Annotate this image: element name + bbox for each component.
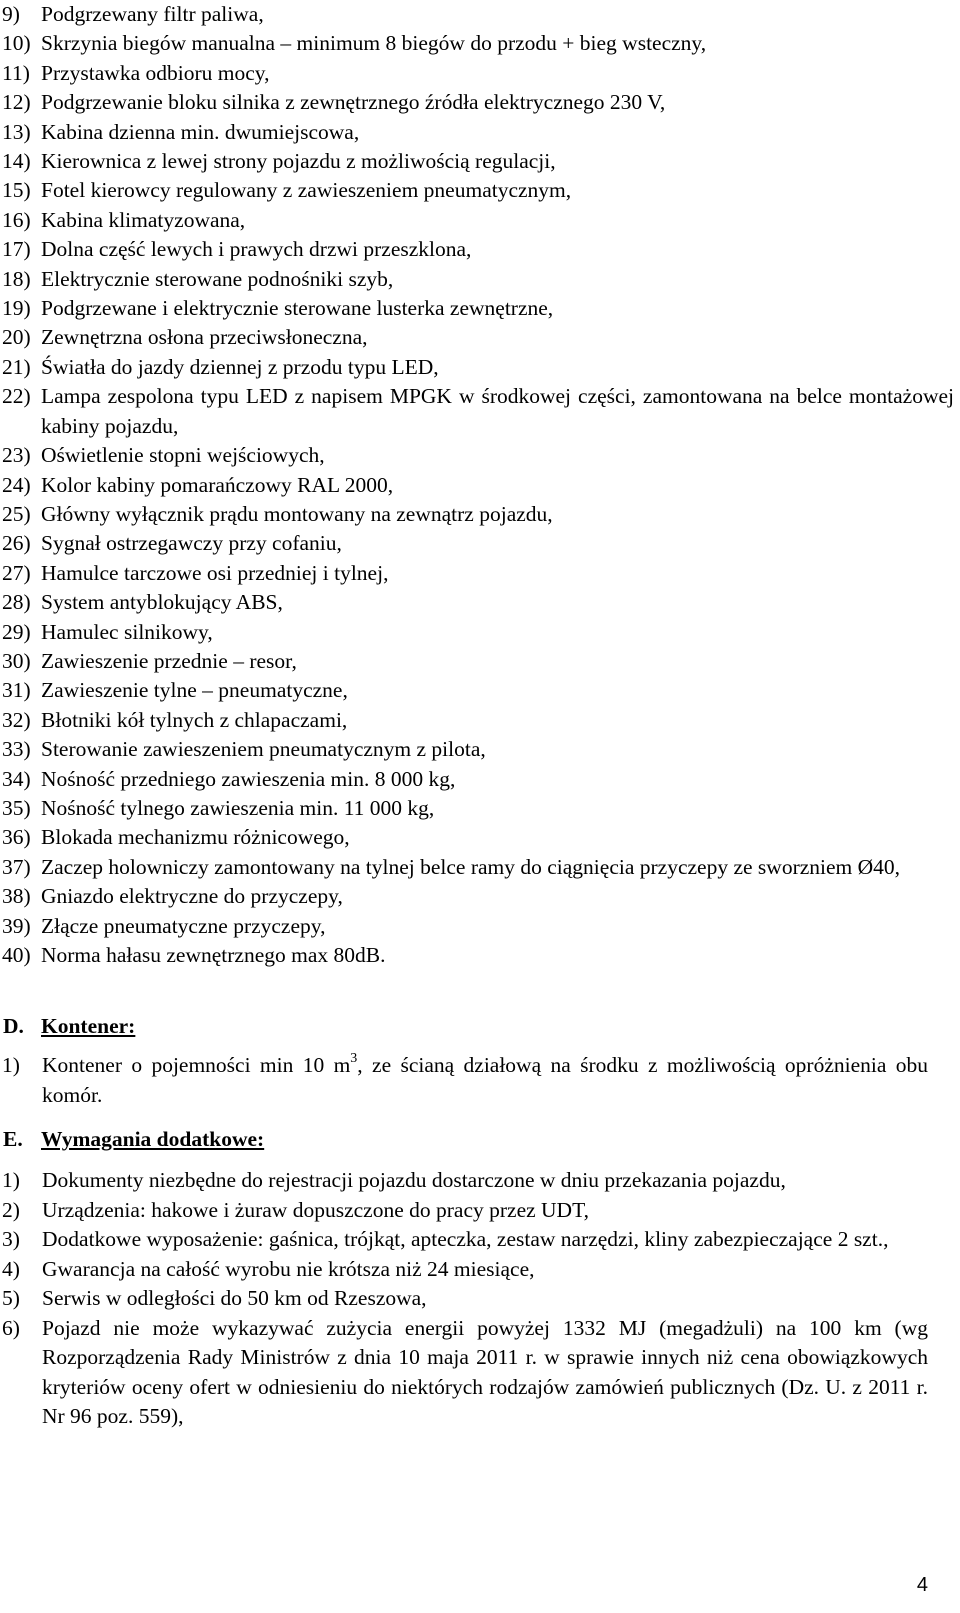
list-item-number: 40) bbox=[2, 943, 31, 967]
list-item-text: Gniazdo elektryczne do przyczepy, bbox=[41, 884, 343, 909]
list-item-number: 27) bbox=[2, 560, 31, 585]
list-item-number: 17) bbox=[2, 237, 31, 262]
list-item bbox=[0, 706, 960, 735]
list-item-number: 18) bbox=[2, 266, 31, 291]
list-item bbox=[0, 471, 960, 500]
list-item bbox=[0, 735, 960, 764]
list-item-text: Podgrzewany filtr paliwa, bbox=[41, 2, 264, 26]
list-item-text: Elektrycznie sterowane podnośniki szyb, bbox=[41, 266, 394, 291]
list-item-number: 32) bbox=[2, 707, 31, 732]
list-item bbox=[0, 353, 960, 382]
list-item bbox=[0, 88, 960, 117]
list-item bbox=[0, 118, 960, 147]
list-item-text: Nośność przedniego zawieszenia min. 8 000 kg, bbox=[41, 766, 456, 791]
list-item-number: 10) bbox=[2, 31, 31, 56]
list-item-text: Hamulce tarczowe osi przedniej i tylnej, bbox=[41, 560, 389, 585]
list-item bbox=[0, 235, 960, 264]
list-item-text: System antyblokujący ABS, bbox=[41, 590, 283, 615]
list-item-text: Kabina dzienna min. dwumiejscowa, bbox=[41, 119, 360, 144]
list-item-number: 34) bbox=[2, 766, 31, 791]
list-item-text: Dodatkowe wyposażenie: gaśnica, trójkąt, apteczka, zestaw narzędzi, kliny zabezpieczające 2 szt., bbox=[42, 1227, 889, 1251]
list-item-text bbox=[42, 1050, 960, 1110]
list-item-text: Zaczep holowniczy zamontowany na tylnej belce ramy do ciągnięcia przyczepy ze sworzniem Ø40, bbox=[41, 854, 901, 879]
container-text-part1: Kontener o pojemności min 10 m bbox=[42, 1053, 351, 1077]
list-item-text: Blokada mechanizmu różnicowego, bbox=[41, 825, 350, 850]
list-item-text: Zawieszenie przednie – resor, bbox=[41, 648, 297, 673]
list-item bbox=[0, 676, 960, 705]
list-item-number: 2) bbox=[2, 1197, 20, 1222]
section-e-title: Wymagania dodatkowe: bbox=[41, 1127, 265, 1151]
list-item bbox=[0, 1255, 960, 1285]
list-item-number: 33) bbox=[2, 737, 31, 762]
list-item bbox=[0, 794, 960, 823]
section-e-letter: E. bbox=[3, 1127, 23, 1151]
list-item-text: Główny wyłącznik prądu montowany na zewnątrz pojazdu, bbox=[41, 501, 553, 526]
list-item-number: 16) bbox=[2, 207, 31, 232]
list-item-number: 30) bbox=[2, 648, 31, 673]
container-list bbox=[0, 1050, 960, 1110]
list-item bbox=[0, 1225, 960, 1255]
list-item-number: 21) bbox=[2, 354, 31, 379]
list-item bbox=[0, 382, 960, 441]
section-e-heading bbox=[3, 1124, 264, 1154]
list-item-number: 25) bbox=[2, 501, 31, 526]
list-item-number: 9) bbox=[2, 2, 20, 26]
list-item-number: 11) bbox=[2, 60, 30, 85]
requirements-list bbox=[0, 1166, 960, 1432]
list-item-text: Kolor kabiny pomarańczowy RAL 2000, bbox=[41, 472, 394, 497]
list-item bbox=[0, 1166, 960, 1196]
section-d-title: Kontener: bbox=[41, 1014, 136, 1038]
list-item bbox=[0, 912, 960, 941]
list-item-text: Podgrzewane i elektrycznie sterowane lusterka zewnętrzne, bbox=[41, 296, 554, 321]
list-item-text: Kabina klimatyzowana, bbox=[41, 207, 246, 232]
container-text-part2: , ze ścianą działową na środku z możliwością opróżnienia obu komór. bbox=[42, 1053, 928, 1107]
list-item-number: 12) bbox=[2, 90, 31, 115]
list-item-text: Dokumenty niezbędne do rejestracji pojazdu dostarczone w dniu przekazania pojazdu, bbox=[42, 1168, 786, 1192]
list-item bbox=[0, 265, 960, 294]
list-item-text: Sygnał ostrzegawczy przy cofaniu, bbox=[41, 531, 342, 556]
list-item-number: 29) bbox=[2, 619, 31, 644]
list-item-text: Błotniki kół tylnych z chlapaczami, bbox=[41, 707, 348, 732]
page-number: 4 bbox=[916, 1574, 928, 1596]
list-item-number: 26) bbox=[2, 531, 31, 556]
list-item bbox=[0, 823, 960, 852]
list-item bbox=[0, 176, 960, 205]
list-item bbox=[0, 1314, 960, 1432]
list-item bbox=[0, 647, 960, 676]
list-item-number: 3) bbox=[2, 1227, 20, 1251]
list-item-number: 24) bbox=[2, 472, 31, 497]
list-item bbox=[0, 29, 960, 58]
list-item-number: 22) bbox=[2, 384, 31, 409]
list-item-text: Zewnętrzna osłona przeciwsłoneczna, bbox=[41, 325, 368, 350]
list-item-text: Oświetlenie stopni wejściowych, bbox=[41, 443, 325, 468]
list-item-text: Sterowanie zawieszeniem pneumatycznym z pilota, bbox=[41, 737, 486, 762]
list-item-text: Nośność tylnego zawieszenia min. 11 000 kg, bbox=[41, 795, 435, 820]
list-item-text: Urządzenia: hakowe i żuraw dopuszczone do pracy przez UDT, bbox=[42, 1197, 589, 1222]
list-item-number: 39) bbox=[2, 913, 31, 938]
list-item bbox=[0, 1050, 960, 1110]
list-item-text: Pojazd nie może wykazywać zużycia energii powyżej 1332 MJ (megadżuli) na 100 km (wg Rozporządzenia Rady Ministrów z dnia 10 maja 2011 r. w sprawie innych niż cena obowiązkowych kryteriów oceny ofert w odniesieniu do niektórych rodzajów zamówień publicznych (Dz. U. z 2011 r. Nr 96 poz. 559), bbox=[42, 1315, 928, 1428]
list-item-number: 20) bbox=[2, 325, 31, 350]
list-item-number: 31) bbox=[2, 678, 31, 703]
list-item bbox=[0, 147, 960, 176]
list-item-text: Fotel kierowcy regulowany z zawieszeniem pneumatycznym, bbox=[41, 178, 572, 203]
list-item-number: 14) bbox=[2, 149, 31, 174]
list-item bbox=[0, 1284, 960, 1314]
superscript-3: 3 bbox=[350, 1050, 358, 1066]
list-item-text: Kierownica z lewej strony pojazdu z możliwością regulacji, bbox=[41, 149, 556, 174]
list-item bbox=[0, 941, 960, 970]
list-item-number: 13) bbox=[2, 119, 31, 144]
section-d-heading bbox=[3, 1011, 135, 1041]
list-item-text: Światła do jazdy dziennej z przodu typu LED, bbox=[41, 354, 439, 379]
list-item-text: Lampa zespolona typu LED z napisem MPGK w środkowej części, zamontowana na belce montażowej kabiny pojazdu, bbox=[41, 384, 954, 438]
list-item bbox=[0, 323, 960, 352]
list-item bbox=[0, 206, 960, 235]
list-item-number: 28) bbox=[2, 590, 31, 615]
list-item-number: 4) bbox=[2, 1256, 20, 1281]
list-item bbox=[0, 882, 960, 911]
list-item-text: Hamulec silnikowy, bbox=[41, 619, 213, 644]
list-item-text: Podgrzewanie bloku silnika z zewnętrznego źródła elektrycznego 230 V, bbox=[41, 90, 666, 115]
section-d-letter: D. bbox=[3, 1014, 24, 1038]
list-item-text: Zawieszenie tylne – pneumatyczne, bbox=[41, 678, 348, 703]
list-item-number: 35) bbox=[2, 795, 31, 820]
list-item-text: Dolna część lewych i prawych drzwi przeszklona, bbox=[41, 237, 472, 262]
list-item bbox=[0, 588, 960, 617]
list-item bbox=[0, 0, 960, 29]
list-item-text: Przystawka odbioru mocy, bbox=[41, 60, 270, 85]
list-item-number: 19) bbox=[2, 296, 31, 321]
list-item-number: 37) bbox=[2, 854, 31, 879]
list-item-number: 1) bbox=[2, 1053, 20, 1077]
list-item-number: 38) bbox=[2, 884, 31, 909]
list-item bbox=[0, 1196, 960, 1226]
list-item-number: 1) bbox=[2, 1168, 20, 1192]
list-item bbox=[0, 853, 960, 882]
list-item bbox=[0, 500, 960, 529]
list-item bbox=[0, 294, 960, 323]
list-item-text: Serwis w odległości do 50 km od Rzeszowa, bbox=[42, 1286, 427, 1310]
list-item-number: 5) bbox=[2, 1286, 20, 1310]
list-item bbox=[0, 618, 960, 647]
list-item bbox=[0, 529, 960, 558]
list-item-text: Gwarancja na całość wyrobu nie krótsza niż 24 miesiące, bbox=[42, 1256, 535, 1281]
list-item-number: 36) bbox=[2, 825, 31, 850]
list-item bbox=[0, 559, 960, 588]
list-item-text: Norma hałasu zewnętrznego max 80dB. bbox=[41, 943, 386, 967]
list-item-number: 23) bbox=[2, 443, 31, 468]
list-item-text: Złącze pneumatyczne przyczepy, bbox=[41, 913, 326, 938]
list-item-number: 15) bbox=[2, 178, 31, 203]
list-item-number: 6) bbox=[2, 1315, 20, 1340]
list-item bbox=[0, 765, 960, 794]
list-item bbox=[0, 441, 960, 470]
list-item-text: Skrzynia biegów manualna – minimum 8 biegów do przodu + bieg wsteczny, bbox=[41, 31, 707, 56]
list-item bbox=[0, 59, 960, 88]
